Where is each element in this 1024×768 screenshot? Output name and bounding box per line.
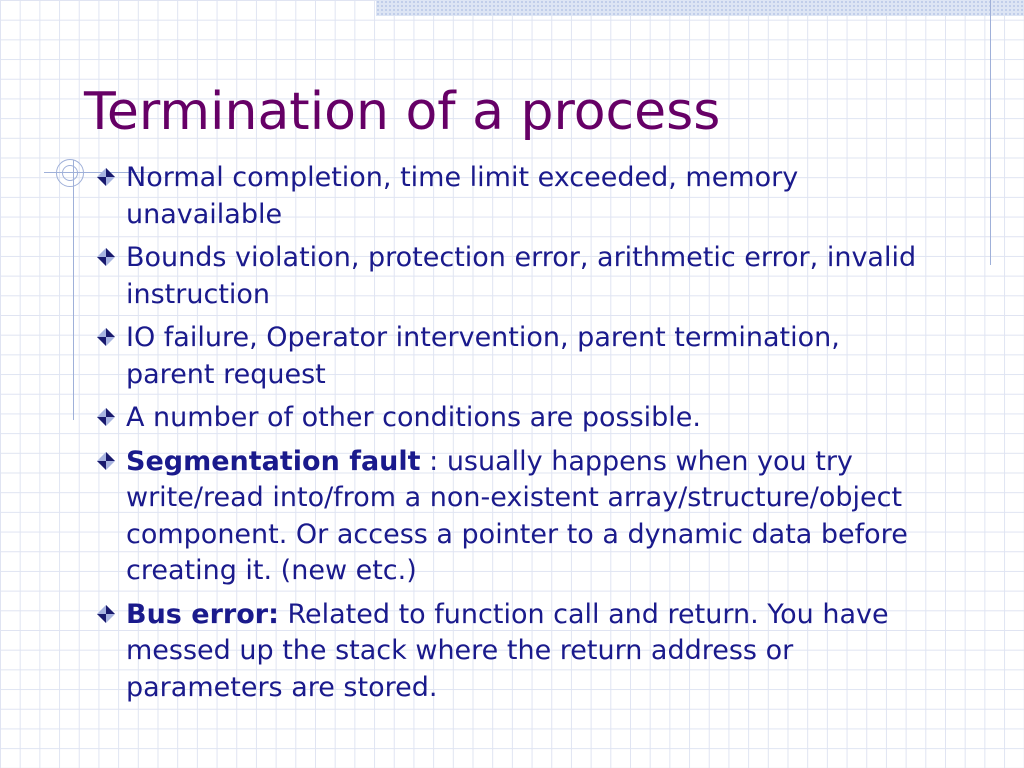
bullet-body-text: Normal completion, time limit exceeded, memory unavailable <box>126 162 799 230</box>
slide-title: Termination of a process <box>84 82 721 142</box>
top-decorative-band <box>376 0 1024 16</box>
bullet-text <box>126 322 840 390</box>
bullet-item <box>96 597 936 707</box>
bullet-item <box>96 444 936 590</box>
bullet-item <box>96 320 936 393</box>
diamond-bullet-icon <box>96 167 116 187</box>
diamond-bullet-icon <box>96 604 116 624</box>
right-vertical-line <box>990 0 991 265</box>
bullet-list <box>96 160 936 713</box>
diamond-bullet-icon <box>96 247 116 267</box>
diamond-bullet-icon <box>96 451 116 471</box>
bullet-item <box>96 400 936 437</box>
bullet-text <box>126 599 889 703</box>
left-vertical-line <box>73 160 74 420</box>
bullet-text <box>126 402 701 433</box>
bullet-item <box>96 240 936 313</box>
bullet-body-text: Related to function call and return. You have messed up the stack where the return address or parameters are stored. <box>126 598 889 703</box>
bullet-body-text: A number of other conditions are possible. <box>126 402 701 433</box>
bullet-text <box>126 242 916 310</box>
bullet-body-text: : usually happens when you try write/read into/from a non-existent array/structure/object component. Or access a pointer to a dynamic data before creating it. (new etc.) <box>126 445 908 586</box>
diamond-bullet-icon <box>96 327 116 347</box>
bullet-body-text: IO failure, Operator intervention, parent termination, parent request <box>126 322 840 390</box>
bullet-body-text: Bounds violation, protection error, arithmetic error, invalid instruction <box>126 242 917 310</box>
bullet-bold-text: Segmentation fault <box>126 445 421 477</box>
bullet-bold-text: Bus error: <box>126 598 279 630</box>
bullet-text <box>126 446 908 587</box>
bullet-item <box>96 160 936 233</box>
ring-target-inner <box>62 165 78 181</box>
bullet-text <box>126 162 798 230</box>
diamond-bullet-icon <box>96 407 116 427</box>
